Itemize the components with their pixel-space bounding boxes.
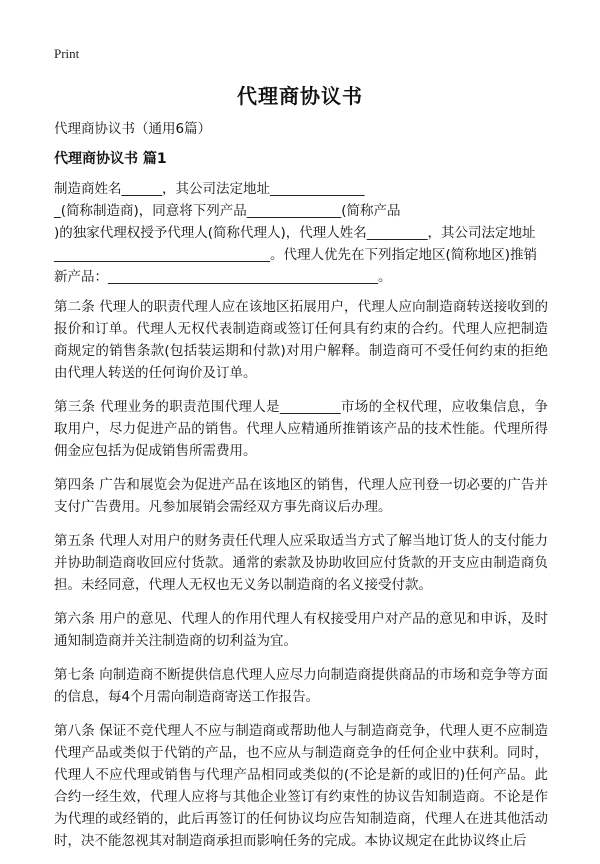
article-paragraph: 第四条 广告和展览会为促进产品在该地区的销售，代理人应刊登一切必要的广告并支付广告费用。凡参加展销会需经双方事先商议后办理。 <box>54 477 548 515</box>
article-paragraph: 第七条 向制造商不断提供信息代理人应尽力向制造商提供商品的市场和竞争等方面的信息，每4个月需向制造商寄送工作报告。 <box>54 667 548 705</box>
preamble-line: _(简称制造商)，同意将下列产品______________(简称产品 <box>54 203 401 219</box>
preamble-line: 新产品：________________________________________。 <box>54 269 392 285</box>
print-link[interactable]: Print <box>54 46 80 61</box>
article-paragraph: 第二条 代理人的职责代理人应在该地区拓展用户，代理人应向制造商转送接收到的报价和订单。代理人无权代表制造商或签订任何具有约束的合约。代理人应把制造商规定的销售条款(包括装运期和付款)对用户解释。制造商可不受任何约束的拒绝由代理人转送的任何询价及订单。 <box>54 299 548 381</box>
article-paragraph: 第八条 保证不竞代理人不应与制造商或帮助他人与制造商竞争，代理人更不应制造代理产品或类似于代销的产品，也不应从与制造商竞争的任何企业中获利。同时，代理人不应代理或销售与代理产品相同或类似的(不论是新的或旧的)任何产品。此合约一经生效，代理人应将与其他企业签订有约束性的协议告知制造商。不论是作为代理的或经销的，此后再签订的任何协议均应告知制造商，代理人在进其他活动时，决不能忽视其对制造商承担而影响任务的完成。本协议规定在此协议终止后 <box>54 723 548 849</box>
preamble-line: )的独家代理权授予代理人(简称代理人)，代理人姓名_________，其公司法定地址 <box>54 225 536 241</box>
preamble <box>54 178 548 288</box>
preamble-line: ________________________________。代理人优先在下列指定地区(简称地区)推销 <box>54 247 538 263</box>
section-heading: 代理商协议书 篇1 <box>54 151 167 167</box>
preamble-line: 制造商姓名______，其公司法定地址______________ <box>54 181 365 197</box>
document-title: 代理商协议书 <box>237 84 363 108</box>
document-subtitle: 代理商协议书（通用6篇） <box>54 121 212 137</box>
article-paragraph: 第六条 用户的意见、代理人的作用代理人有权接受用户对产品的意见和申诉，及时通知制造商并关注制造商的切利益为宜。 <box>54 611 548 649</box>
article-paragraph: 第三条 代理业务的职责范围代理人是_________市场的全权代理，应收集信息，争取用户，尽力促进产品的销售。代理人应精通所推销该产品的技术性能。代理所得佣金应包括为促成销售所需费用。 <box>54 399 548 459</box>
article-paragraph: 第五条 代理人对用户的财务责任代理人应采取适当方式了解当地订货人的支付能力并协助制造商收回应付货款。通常的索款及协助收回应付货款的开支应由制造商负担。未经同意，代理人无权也无义务以制造商的名义接受付款。 <box>54 533 548 593</box>
document-body <box>54 118 548 864</box>
